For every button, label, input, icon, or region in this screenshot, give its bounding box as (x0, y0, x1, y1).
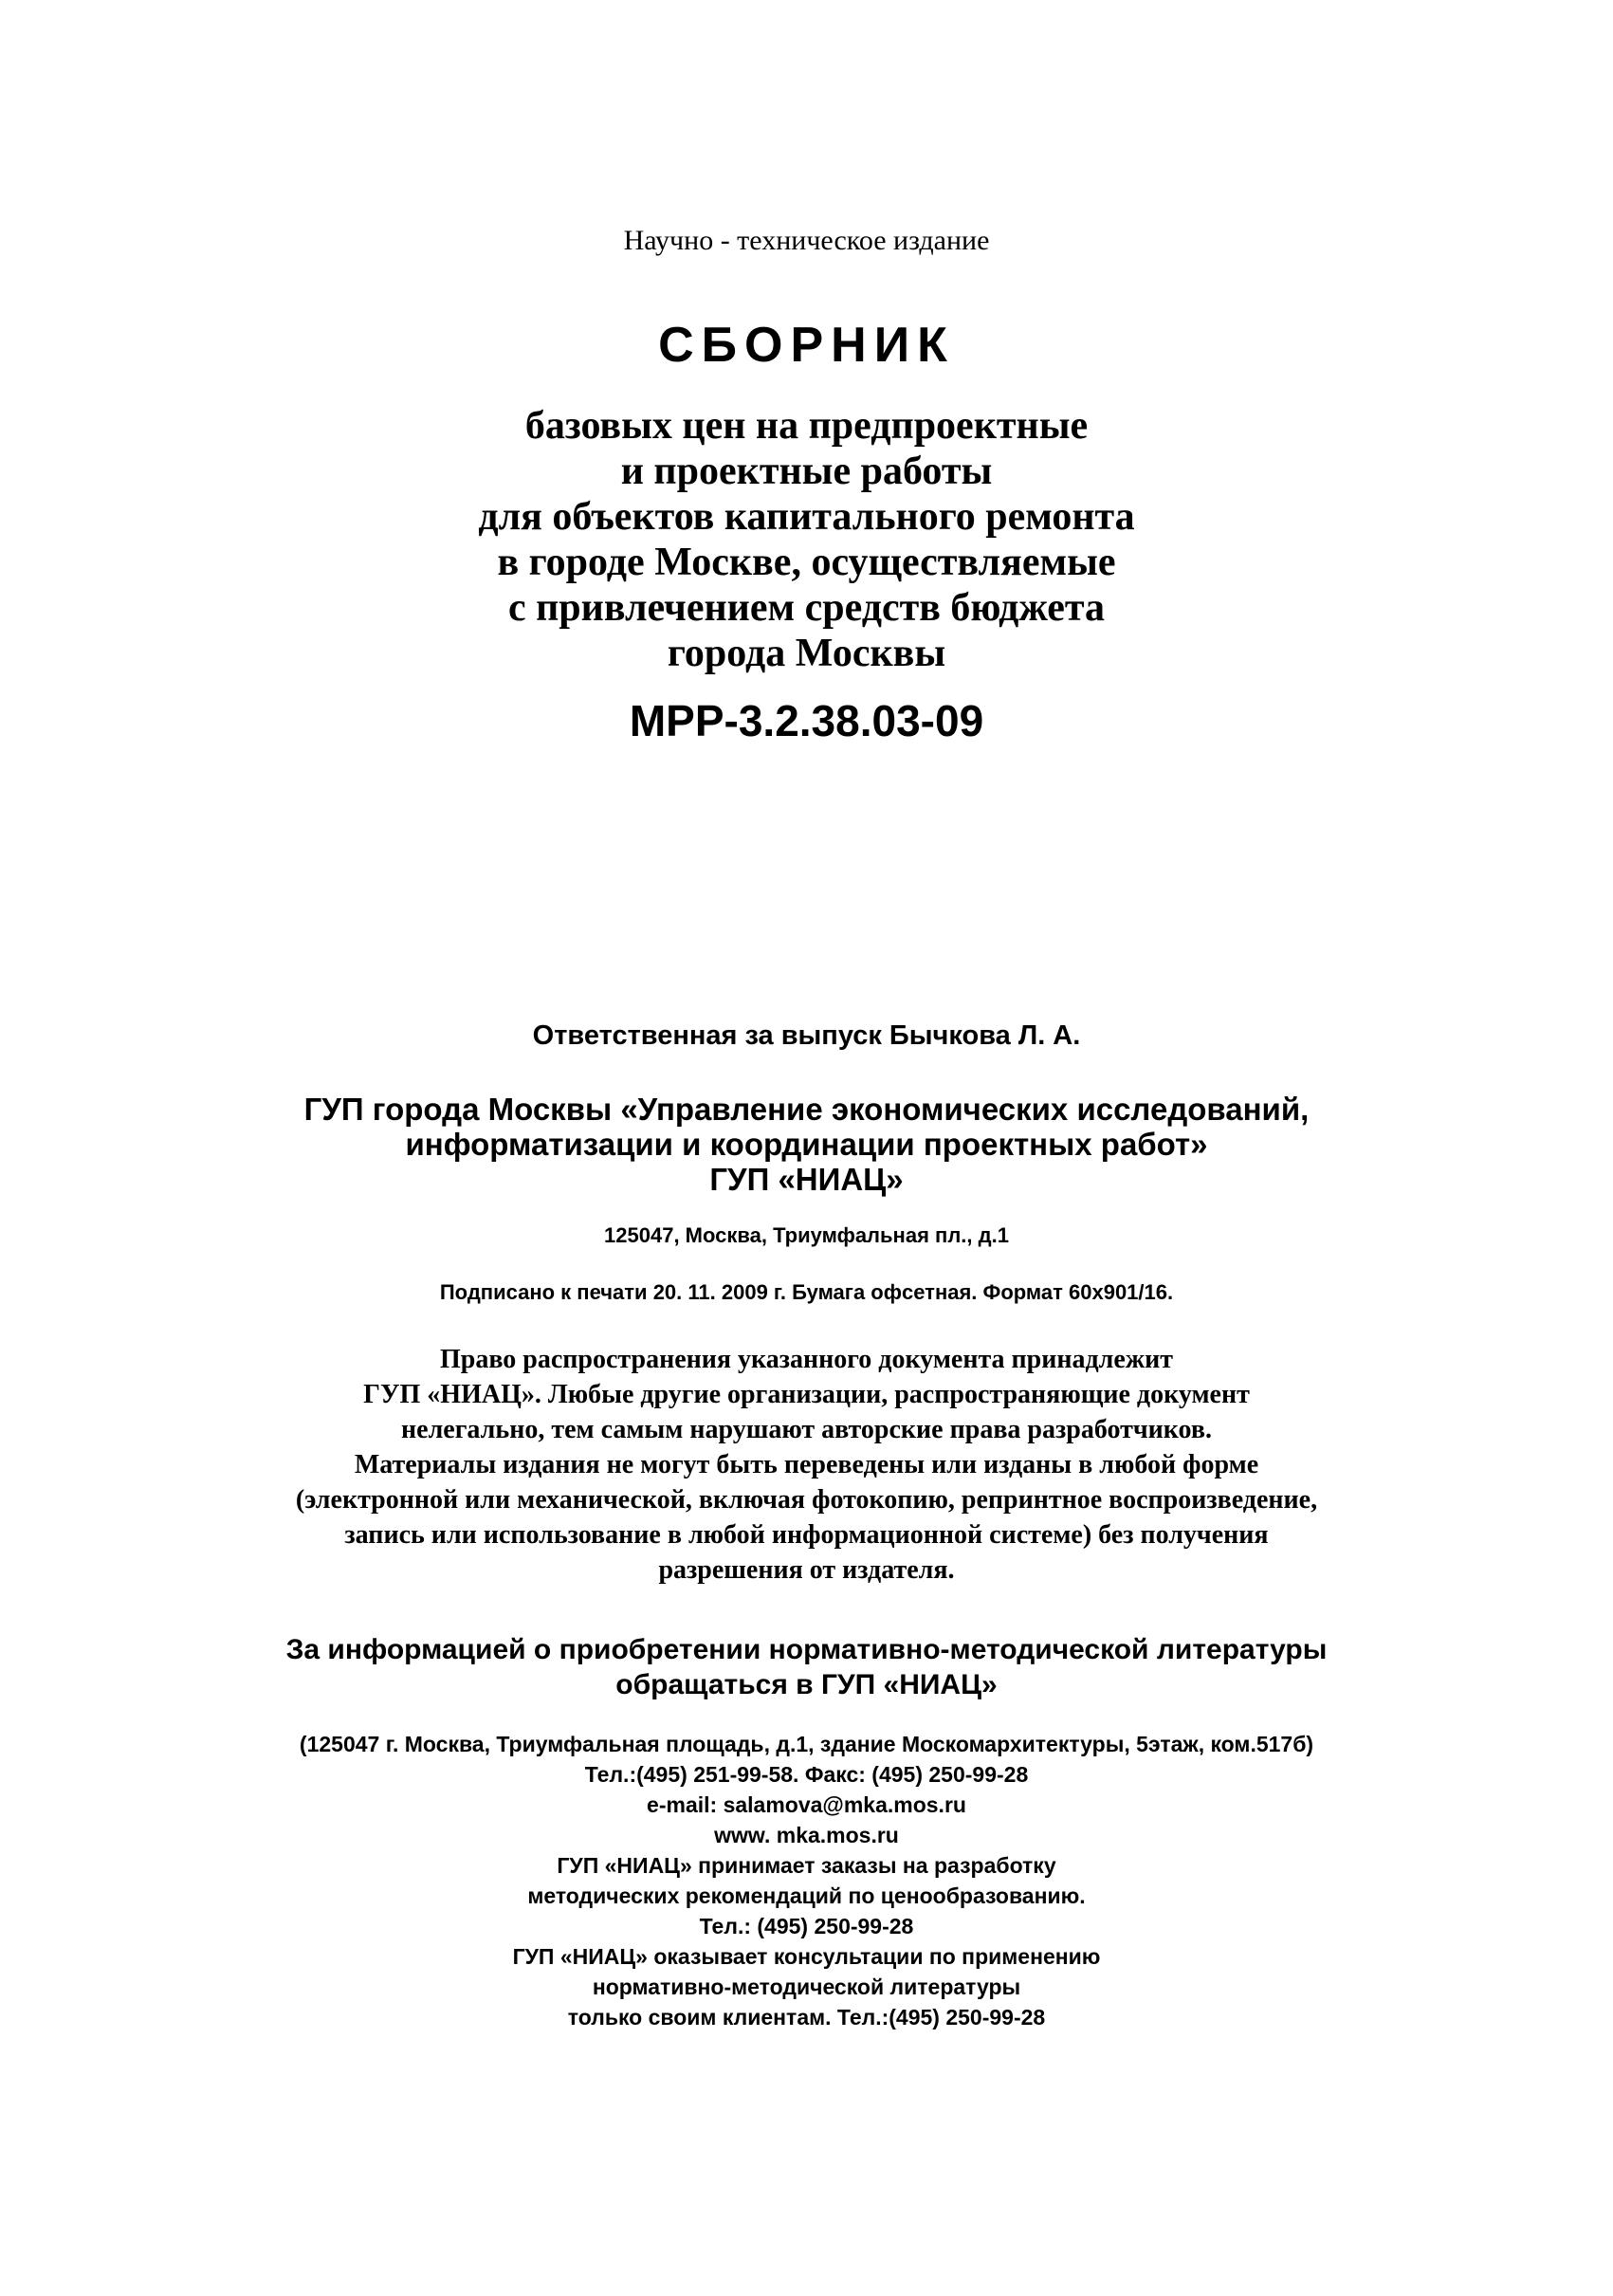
contact-line: ГУП «НИАЦ» оказывает консультации по применению (512, 1944, 1101, 1969)
contact-phone-fax: Тел.:(495) 251-99-58. Факс: (495) 250-99-28 (584, 1762, 1029, 1787)
subtitle-line: города Москвы (667, 632, 946, 675)
organization-line: ГУП «НИАЦ» (709, 1162, 904, 1197)
contact-line: нормативно-методической литературы (592, 1975, 1021, 1999)
contact-line: методических рекомендаций по ценообразованию. (527, 1883, 1086, 1908)
rights-line: нелегально, тем самым нарушают авторские права разработчиков. (401, 1415, 1212, 1444)
organization-line: ГУП города Москвы «Управление экономических исследований, (303, 1092, 1310, 1127)
rights-line: ГУП «НИАЦ». Любые другие организации, распространяющие документ (363, 1380, 1250, 1409)
subtitle-line: с привлечением средств бюджета (507, 586, 1106, 630)
contact-line: только своим клиентам. Тел.:(495) 250-99-28 (567, 2005, 1046, 2030)
publisher-address: 125047, Москва, Триумфальная пл., д.1 (604, 1223, 1009, 1247)
info-line: обращаться в ГУП «НИАЦ» (615, 1669, 998, 1700)
responsible-person: Ответственная за выпуск Бычкова Л. А. (532, 1020, 1081, 1051)
rights-line: (электронной или механической, включая фотокопию, репринтное воспроизведение, (295, 1485, 1318, 1515)
contact-website: www. mka.mos.ru (714, 1823, 899, 1847)
contact-phone: Тел.: (495) 250-99-28 (699, 1914, 914, 1938)
rights-line: разрешения от издателя. (658, 1555, 955, 1585)
subtitle-line: базовых цен на предпроектные (524, 404, 1089, 448)
print-info: Подписано к печати 20. 11. 2009 г. Бумага офсетная. Формат 60х901/16. (439, 1280, 1174, 1304)
subtitle-line: в городе Москве, осуществляемые (497, 541, 1116, 584)
rights-line: Право распространения указанного документа принадлежит (439, 1345, 1174, 1374)
document-title: СБОРНИК (658, 318, 955, 373)
organization-line: информатизации и координации проектных работ» (405, 1127, 1208, 1162)
contact-email: e-mail: salamova@mka.mos.ru (647, 1792, 966, 1817)
publication-kind: Научно - техническое издание (623, 225, 990, 256)
subtitle-line: для объектов капитального ремонта (478, 495, 1135, 539)
rights-line: Материалы издания не могут быть переведены или изданы в любой форме (354, 1450, 1259, 1479)
contact-line: ГУП «НИАЦ» принимает заказы на разработку (557, 1853, 1056, 1878)
contact-address: (125047 г. Москва, Триумфальная площадь, д.1, здание Москомархитектуры, 5этаж, ком.517б) (299, 1732, 1314, 1756)
rights-line: запись или использование в любой информационной системе) без получения (344, 1520, 1269, 1550)
subtitle-line: и проектные работы (620, 450, 993, 493)
info-line: За информацией о приобретении нормативно-методической литературы (285, 1634, 1328, 1665)
document-code: МРР-3.2.38.03-09 (629, 696, 984, 745)
